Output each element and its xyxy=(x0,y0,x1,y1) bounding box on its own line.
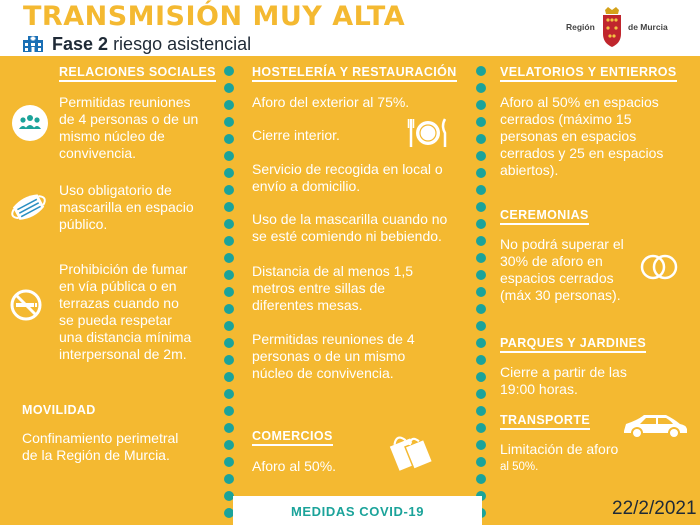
separator-dot xyxy=(476,185,486,195)
separator-dot xyxy=(224,100,234,110)
separator-dot xyxy=(224,270,234,280)
social-text-1: Permitidas reuniones de 4 personas o de un mismo núcleo de convivencia. xyxy=(59,94,199,161)
separator-dot xyxy=(476,372,486,382)
ceremony-text: No podrá superar el 30% de aforo en espacios cerrados (máx 30 personas). xyxy=(500,236,624,303)
separator-dot xyxy=(224,83,234,93)
group-icon xyxy=(12,105,48,146)
separator-dot xyxy=(476,304,486,314)
separator-dot xyxy=(476,202,486,212)
separator-dot xyxy=(224,117,234,127)
transport-text-1: Limitación de aforo xyxy=(500,441,619,457)
page-title: TRANSMISIÓN MUY ALTA xyxy=(23,1,406,32)
separator-dot xyxy=(224,389,234,399)
separator-dot xyxy=(476,423,486,433)
footer-band xyxy=(233,496,482,525)
hospitality-text-1: Aforo del exterior al 75%. xyxy=(252,94,410,110)
separator-dot xyxy=(476,270,486,280)
commerce-text: Aforo al 50%. xyxy=(252,458,337,474)
date-label: 22/2/2021 xyxy=(612,498,697,519)
funeral-text: Aforo al 50% en espacios cerrados (máximo 15 personas en espacios cerrados y 25 en espacios abiertos). xyxy=(500,94,664,178)
separator-dot xyxy=(224,253,234,263)
separator-dot xyxy=(476,321,486,331)
separator-dot xyxy=(476,440,486,450)
parks-text: Cierre a partir de las 19:00 horas. xyxy=(500,364,627,397)
separator-dot xyxy=(224,406,234,416)
hospitality-text-4: Uso de la mascarilla cuando no se esté comiendo ni bebiendo. xyxy=(252,211,448,244)
logo-text-left: Región xyxy=(566,22,595,32)
heading-comercios: COMERCIOS xyxy=(252,429,333,446)
separator-dot xyxy=(476,66,486,76)
car-icon xyxy=(620,411,690,446)
separator-dot xyxy=(224,372,234,382)
heading-relaciones-sociales: RELACIONES SOCIALES xyxy=(59,65,216,82)
separator-dot xyxy=(476,474,486,484)
wedding-rings-icon xyxy=(638,249,680,288)
coat-of-arms-icon xyxy=(600,6,624,48)
region-logo xyxy=(562,6,692,50)
separator-dot xyxy=(224,168,234,178)
separator-dot xyxy=(224,304,234,314)
separator-dot xyxy=(224,185,234,195)
heading-velatorios: VELATORIOS Y ENTIERROS xyxy=(500,65,677,82)
separator-dot xyxy=(476,83,486,93)
separator-dot xyxy=(224,321,234,331)
social-text-3: Prohibición de fumar en vía pública o en terrazas cuando no se pueda respetar una distancia mínima interpersonal de 2m. xyxy=(59,261,192,362)
separator-dot xyxy=(476,457,486,467)
phase-description: riesgo asistencial xyxy=(113,34,252,54)
mask-icon xyxy=(5,190,53,231)
separator-dot xyxy=(224,474,234,484)
separator-dot xyxy=(224,457,234,467)
dotted-separator-right xyxy=(474,60,488,525)
plate-cutlery-icon xyxy=(407,116,449,155)
separator-dot xyxy=(224,151,234,161)
dotted-separator-left xyxy=(222,60,236,525)
separator-dot xyxy=(224,338,234,348)
heading-parques: PARQUES Y JARDINES xyxy=(500,336,646,353)
phase-subtitle xyxy=(22,34,251,58)
separator-dot xyxy=(224,287,234,297)
hospitality-text-6: Permitidas reuniones de 4 personas o de un mismo núcleo de convivencia. xyxy=(252,331,415,381)
separator-dot xyxy=(224,219,234,229)
separator-dot xyxy=(476,236,486,246)
footer-label: MEDIDAS COVID-19 xyxy=(290,504,425,519)
separator-dot xyxy=(476,406,486,416)
hospitality-text-3: Servicio de recogida en local o envío a domicilio. xyxy=(252,161,443,194)
separator-dot xyxy=(476,389,486,399)
separator-dot xyxy=(224,440,234,450)
separator-dot xyxy=(224,355,234,365)
heading-movilidad: MOVILIDAD xyxy=(22,403,96,417)
separator-dot xyxy=(476,219,486,229)
separator-dot xyxy=(224,134,234,144)
mobility-text: Confinamiento perimetral de la Región de Murcia. xyxy=(22,430,179,463)
hospitality-text-5: Distancia de al menos 1,5 metros entre sillas de diferentes mesas. xyxy=(252,263,414,313)
separator-dot xyxy=(224,423,234,433)
separator-dot xyxy=(476,100,486,110)
heading-ceremonias: CEREMONIAS xyxy=(500,208,589,225)
logo-text-right: de Murcia xyxy=(628,22,668,32)
separator-dot xyxy=(476,338,486,348)
separator-dot xyxy=(476,117,486,127)
header-band xyxy=(0,0,700,56)
separator-dot xyxy=(224,66,234,76)
separator-dot xyxy=(476,355,486,365)
hospitality-text-2: Cierre interior. xyxy=(252,127,340,143)
no-smoking-icon xyxy=(9,288,43,327)
hospital-icon xyxy=(22,35,44,58)
shopping-bags-icon xyxy=(385,425,437,480)
separator-dot xyxy=(476,151,486,161)
separator-dot xyxy=(224,236,234,246)
separator-dot xyxy=(476,168,486,178)
separator-dot xyxy=(224,202,234,212)
heading-transporte: TRANSPORTE xyxy=(500,413,590,430)
heading-hosteleria: HOSTELERÍA Y RESTAURACIÓN xyxy=(252,65,457,82)
separator-dot xyxy=(476,253,486,263)
separator-dot xyxy=(476,134,486,144)
social-text-2: Uso obligatorio de mascarilla en espacio público. xyxy=(59,182,194,232)
separator-dot xyxy=(476,287,486,297)
phase-label: Fase 2 xyxy=(52,34,109,54)
transport-text-2: al 50%. xyxy=(500,461,539,473)
